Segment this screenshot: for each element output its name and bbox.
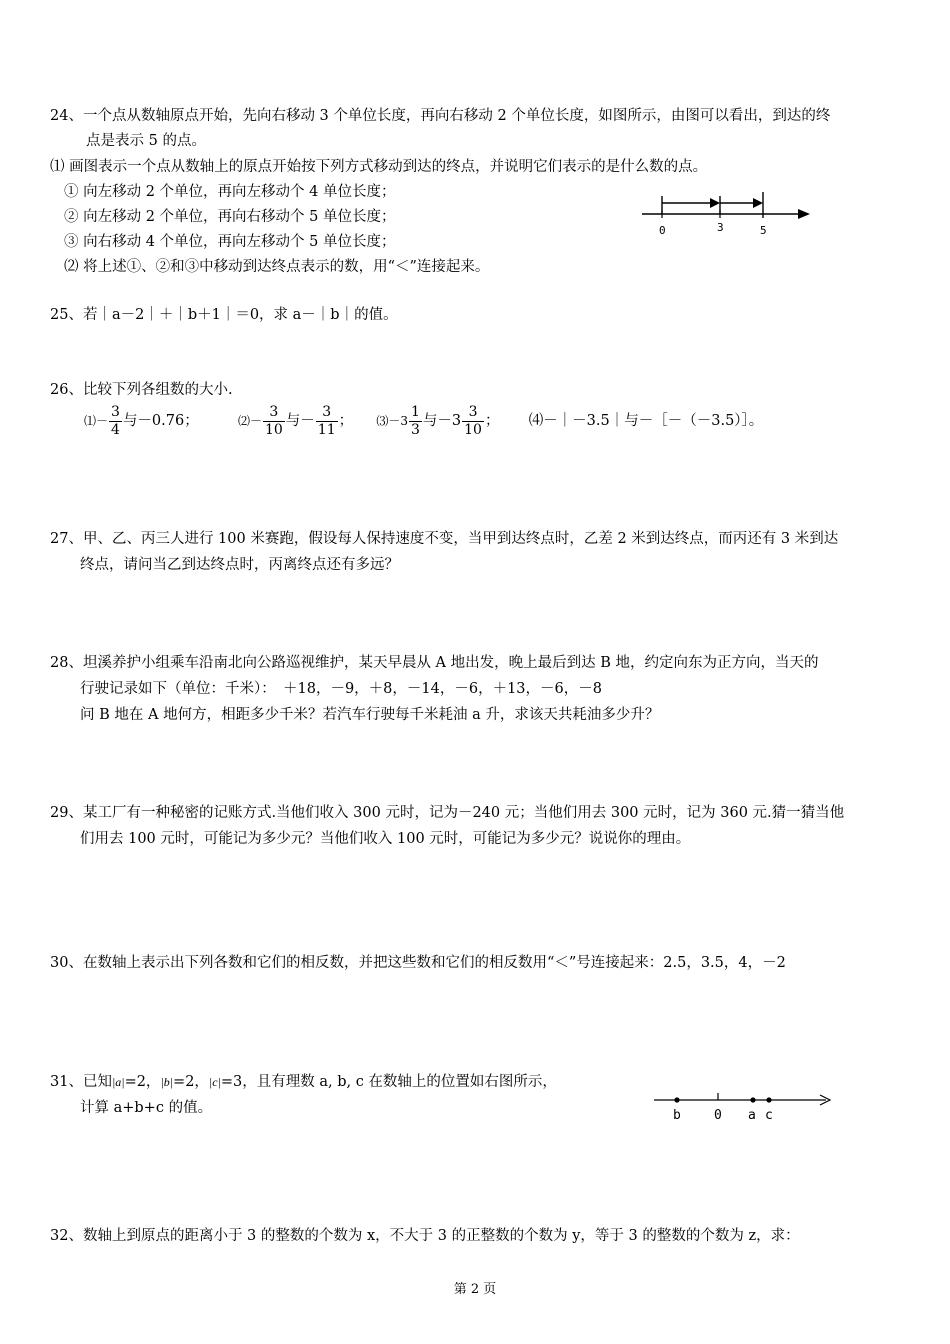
q31-label-a: a — [748, 1108, 756, 1123]
q24-axis-arrow — [798, 209, 810, 219]
q30-text: 30、在数轴上表示出下列各数和它们的相反数，并把这些数和它们的相反数用“＜”号连接起来：2.5，3.5，4，－2 — [50, 955, 786, 971]
q24-label-0: 0 — [659, 224, 666, 237]
q26-p3-num1: 1 — [410, 403, 420, 420]
q26-p3-den1: 3 — [410, 421, 420, 438]
q26-p2-label: ⑵－ — [237, 414, 262, 428]
q26-p3-fraction2 — [462, 404, 484, 439]
q31-point-b — [674, 1097, 679, 1102]
q26-p3-label: ⑶－3 — [376, 414, 408, 428]
q26-p2-num2: 3 — [316, 404, 338, 422]
q31-c-val: =3，且有理数 a, b, c 在数轴上的位置如右图所示， — [220, 1074, 557, 1090]
q26-p1-den: 4 — [111, 421, 120, 438]
q26-p1-fraction — [109, 404, 122, 439]
q24-label-5: 5 — [760, 224, 767, 237]
q26-p1-num: 3 — [111, 403, 120, 420]
q26-p2-mid: 与－ — [285, 413, 315, 429]
q29-line1: 29、某工厂有一种秘密的记账方式.当他们收入 300 元时，记为－240 元；当他们用去 300 元时，记为 360 元.猜一猜当他 — [50, 805, 845, 821]
q24-sub2: ⑵ 将上述①、②和③中移动到达终点表示的数，用“＜”连接起来。 — [64, 259, 490, 275]
q31-a-val: =2， — [124, 1074, 161, 1090]
q24-arrow1-head — [710, 198, 720, 208]
q24-line1: 24、一个点从数轴原点开始，先向右移动 3 个单位长度，再向右移动 2 个单位长度，如图所示，由图可以看出，到达的终 — [50, 108, 831, 124]
q27-line1: 27、甲、乙、丙三人进行 100 米赛跑，假设每人保持速度不变，当甲到达终点时，乙差 2 米到达终点，而丙还有 3 米到达 — [50, 531, 839, 547]
q26-p3-num2: 3 — [462, 404, 484, 422]
q31-point-c — [766, 1097, 771, 1102]
q31-number-line-figure — [650, 1086, 840, 1126]
q31-b-abs: |b| — [160, 1075, 174, 1089]
q32-text: 32、数轴上到原点的距离小于 3 的整数的个数为 x，不大于 3 的正整数的个数为 y，等于 3 的整数的个数为 z，求： — [50, 1228, 800, 1244]
q31-line2: 计算 a+b+c 的值。 — [80, 1100, 213, 1116]
q26-p2-den1: 10 — [264, 421, 283, 438]
q25-text: 25、若｜a－2｜＋｜b＋1｜＝0，求 a－｜b｜的值。 — [50, 307, 398, 323]
q26-p1-tail: 与－0.76； — [122, 413, 199, 429]
q24-item3: ③ 向右移动 4 个单位，再向左移动个 5 单位长度； — [64, 234, 396, 250]
q31-b-val: =2， — [173, 1074, 209, 1090]
q26-p2-num1: 3 — [263, 404, 285, 422]
q26-p3-mid: 与－3 — [422, 413, 462, 429]
q26-parts — [84, 398, 763, 444]
q26-p2-fraction2 — [316, 404, 338, 439]
q26-p2-den2: 11 — [317, 421, 336, 438]
q24-arrow2-head — [753, 198, 763, 208]
q24-number-line-figure — [640, 184, 820, 240]
q26-p1-label: ⑴－ — [84, 414, 109, 428]
q26-p3-tail: ； — [484, 413, 500, 429]
q31-prefix: 31、已知 — [50, 1074, 112, 1090]
q31-label-c: c — [765, 1108, 773, 1123]
q24-label-3: 3 — [717, 221, 724, 234]
q28-line3: 问 B 地在 A 地何方，相距多少千米？若汽车行驶每千米耗油 a 升，求该天共耗油多少升？ — [80, 707, 660, 723]
q29-line2: 们用去 100 元时，可能记为多少元？当他们收入 100 元时，可能记为多少元？说说你的理由。 — [80, 831, 691, 847]
q28-line2: 行驶记录如下（单位：千米）： ＋18，－9，＋8，－14，－6，＋13，－6，－8 — [80, 681, 602, 697]
q31-label-b: b — [673, 1108, 681, 1123]
q24-sub1: ⑴ 画图表示一个点从数轴上的原点开始按下列方式移动到达的终点，并说明它们表示的是什么数的点。 — [50, 159, 708, 175]
q27-line2: 终点，请问当乙到达终点时，丙离终点还有多远？ — [80, 557, 399, 573]
q26-p2-tail: ； — [338, 413, 354, 429]
q24-item1: ① 向左移动 2 个单位，再向左移动个 4 单位长度； — [64, 184, 396, 200]
q26-p2-fraction1 — [263, 404, 285, 439]
q26-title: 26、比较下列各组数的大小. — [50, 382, 233, 398]
q31-label-0: 0 — [714, 1108, 722, 1123]
q31-point-a — [750, 1097, 755, 1102]
q28-line1: 28、坦溪养护小组乘车沿南北向公路巡视维护，某天早晨从 A 地出发，晚上最后到达 B 地，约定向东为正方向，当天的 — [50, 655, 819, 671]
q26-p3-fraction1 — [409, 404, 422, 439]
q24-item2: ② 向左移动 2 个单位，再向右移动个 5 单位长度； — [64, 209, 396, 225]
q31-line1 — [50, 1072, 557, 1092]
q31-a-abs: |a| — [111, 1075, 125, 1089]
q26-p3-den2: 10 — [464, 421, 482, 438]
q24-line2: 点是表示 5 的点。 — [86, 133, 206, 149]
page-number: 第 2 页 — [453, 1282, 497, 1297]
q26-p4: ⑷－｜－3.5｜与－［－（－3.5）］。 — [528, 413, 764, 429]
q31-c-abs: |c| — [208, 1075, 221, 1089]
